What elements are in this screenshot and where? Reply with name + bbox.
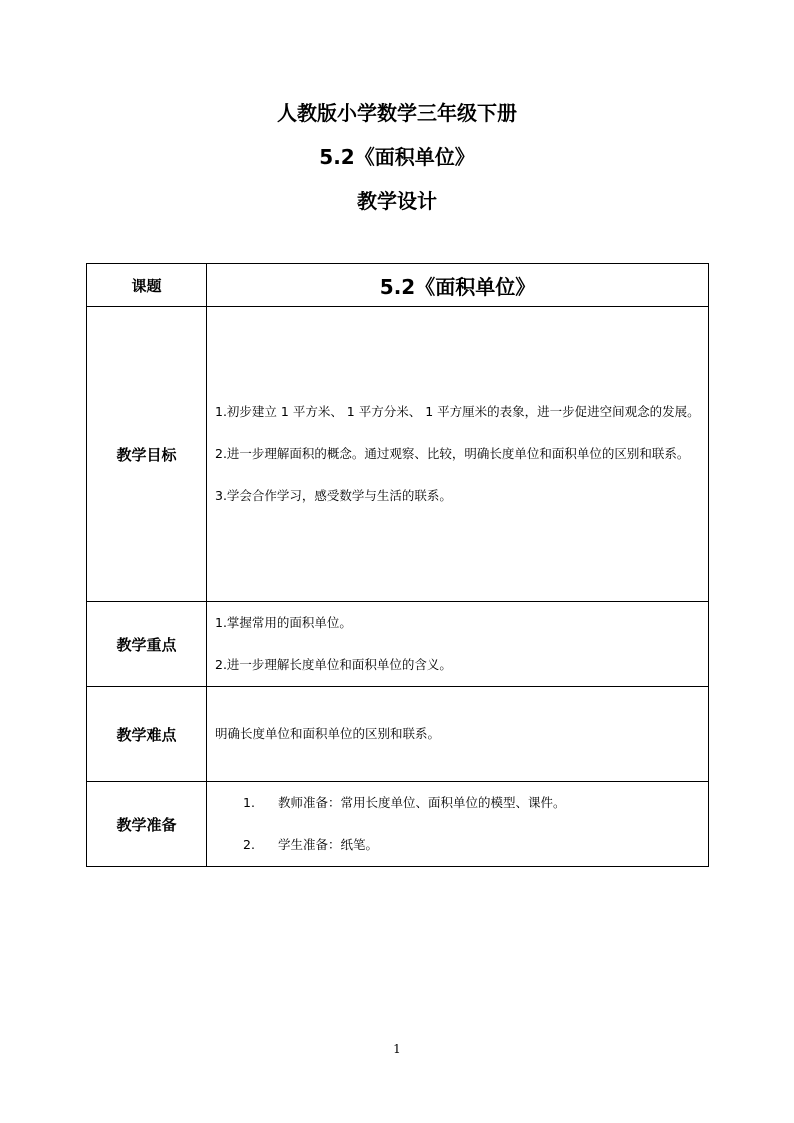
objective-item: 2.进一步理解面积的概念。通过观察、比较，明确长度单位和面积单位的区别和联系。: [215, 446, 690, 461]
row-difficulties: [87, 687, 709, 782]
key-point-item: 1.掌握常用的面积单位。: [215, 615, 352, 630]
objective-item: 1.初步建立 1 平方米、 1 平方分米、 1 平方厘米的表象，进一步促进空间观念的发展。: [215, 404, 700, 419]
lesson-plan-table: [86, 263, 709, 867]
difficulty-item: 明确长度单位和面积单位的区别和联系。: [215, 726, 441, 741]
title-lesson: 5.2《面积单位》: [319, 145, 475, 169]
key-point-item: 2.进一步理解长度单位和面积单位的含义。: [215, 657, 452, 672]
preparation-label: 教学准备: [87, 782, 207, 867]
topic-value: 5.2《面积单位》: [207, 264, 709, 307]
objectives-content: [207, 307, 709, 602]
page-number: 1: [393, 1042, 401, 1056]
key-points-label: 教学重点: [87, 602, 207, 687]
list-number: 1.: [243, 795, 255, 810]
key-points-content: [207, 602, 709, 687]
difficulties-content: [207, 687, 709, 782]
topic-label: 课题: [87, 264, 207, 307]
preparation-list: [215, 782, 704, 866]
difficulties-label: 教学难点: [87, 687, 207, 782]
row-objectives: [87, 307, 709, 602]
row-key-points: [87, 602, 709, 687]
preparation-item: [215, 824, 704, 866]
objectives-label: 教学目标: [87, 307, 207, 602]
preparation-text: 学生准备：纸笔。: [278, 837, 379, 852]
row-topic: [87, 264, 709, 307]
title-doc-type: 教学设计: [357, 189, 437, 213]
objective-item: 3.学会合作学习，感受数学与生活的联系。: [215, 488, 452, 503]
preparation-item: [215, 782, 704, 824]
preparation-text: 教师准备：常用长度单位、面积单位的模型、课件。: [278, 795, 566, 810]
row-preparation: [87, 782, 709, 867]
preparation-content: [207, 782, 709, 867]
list-number: 2.: [243, 837, 255, 852]
title-textbook: 人教版小学数学三年级下册: [277, 101, 517, 125]
document-header: [0, 102, 794, 212]
